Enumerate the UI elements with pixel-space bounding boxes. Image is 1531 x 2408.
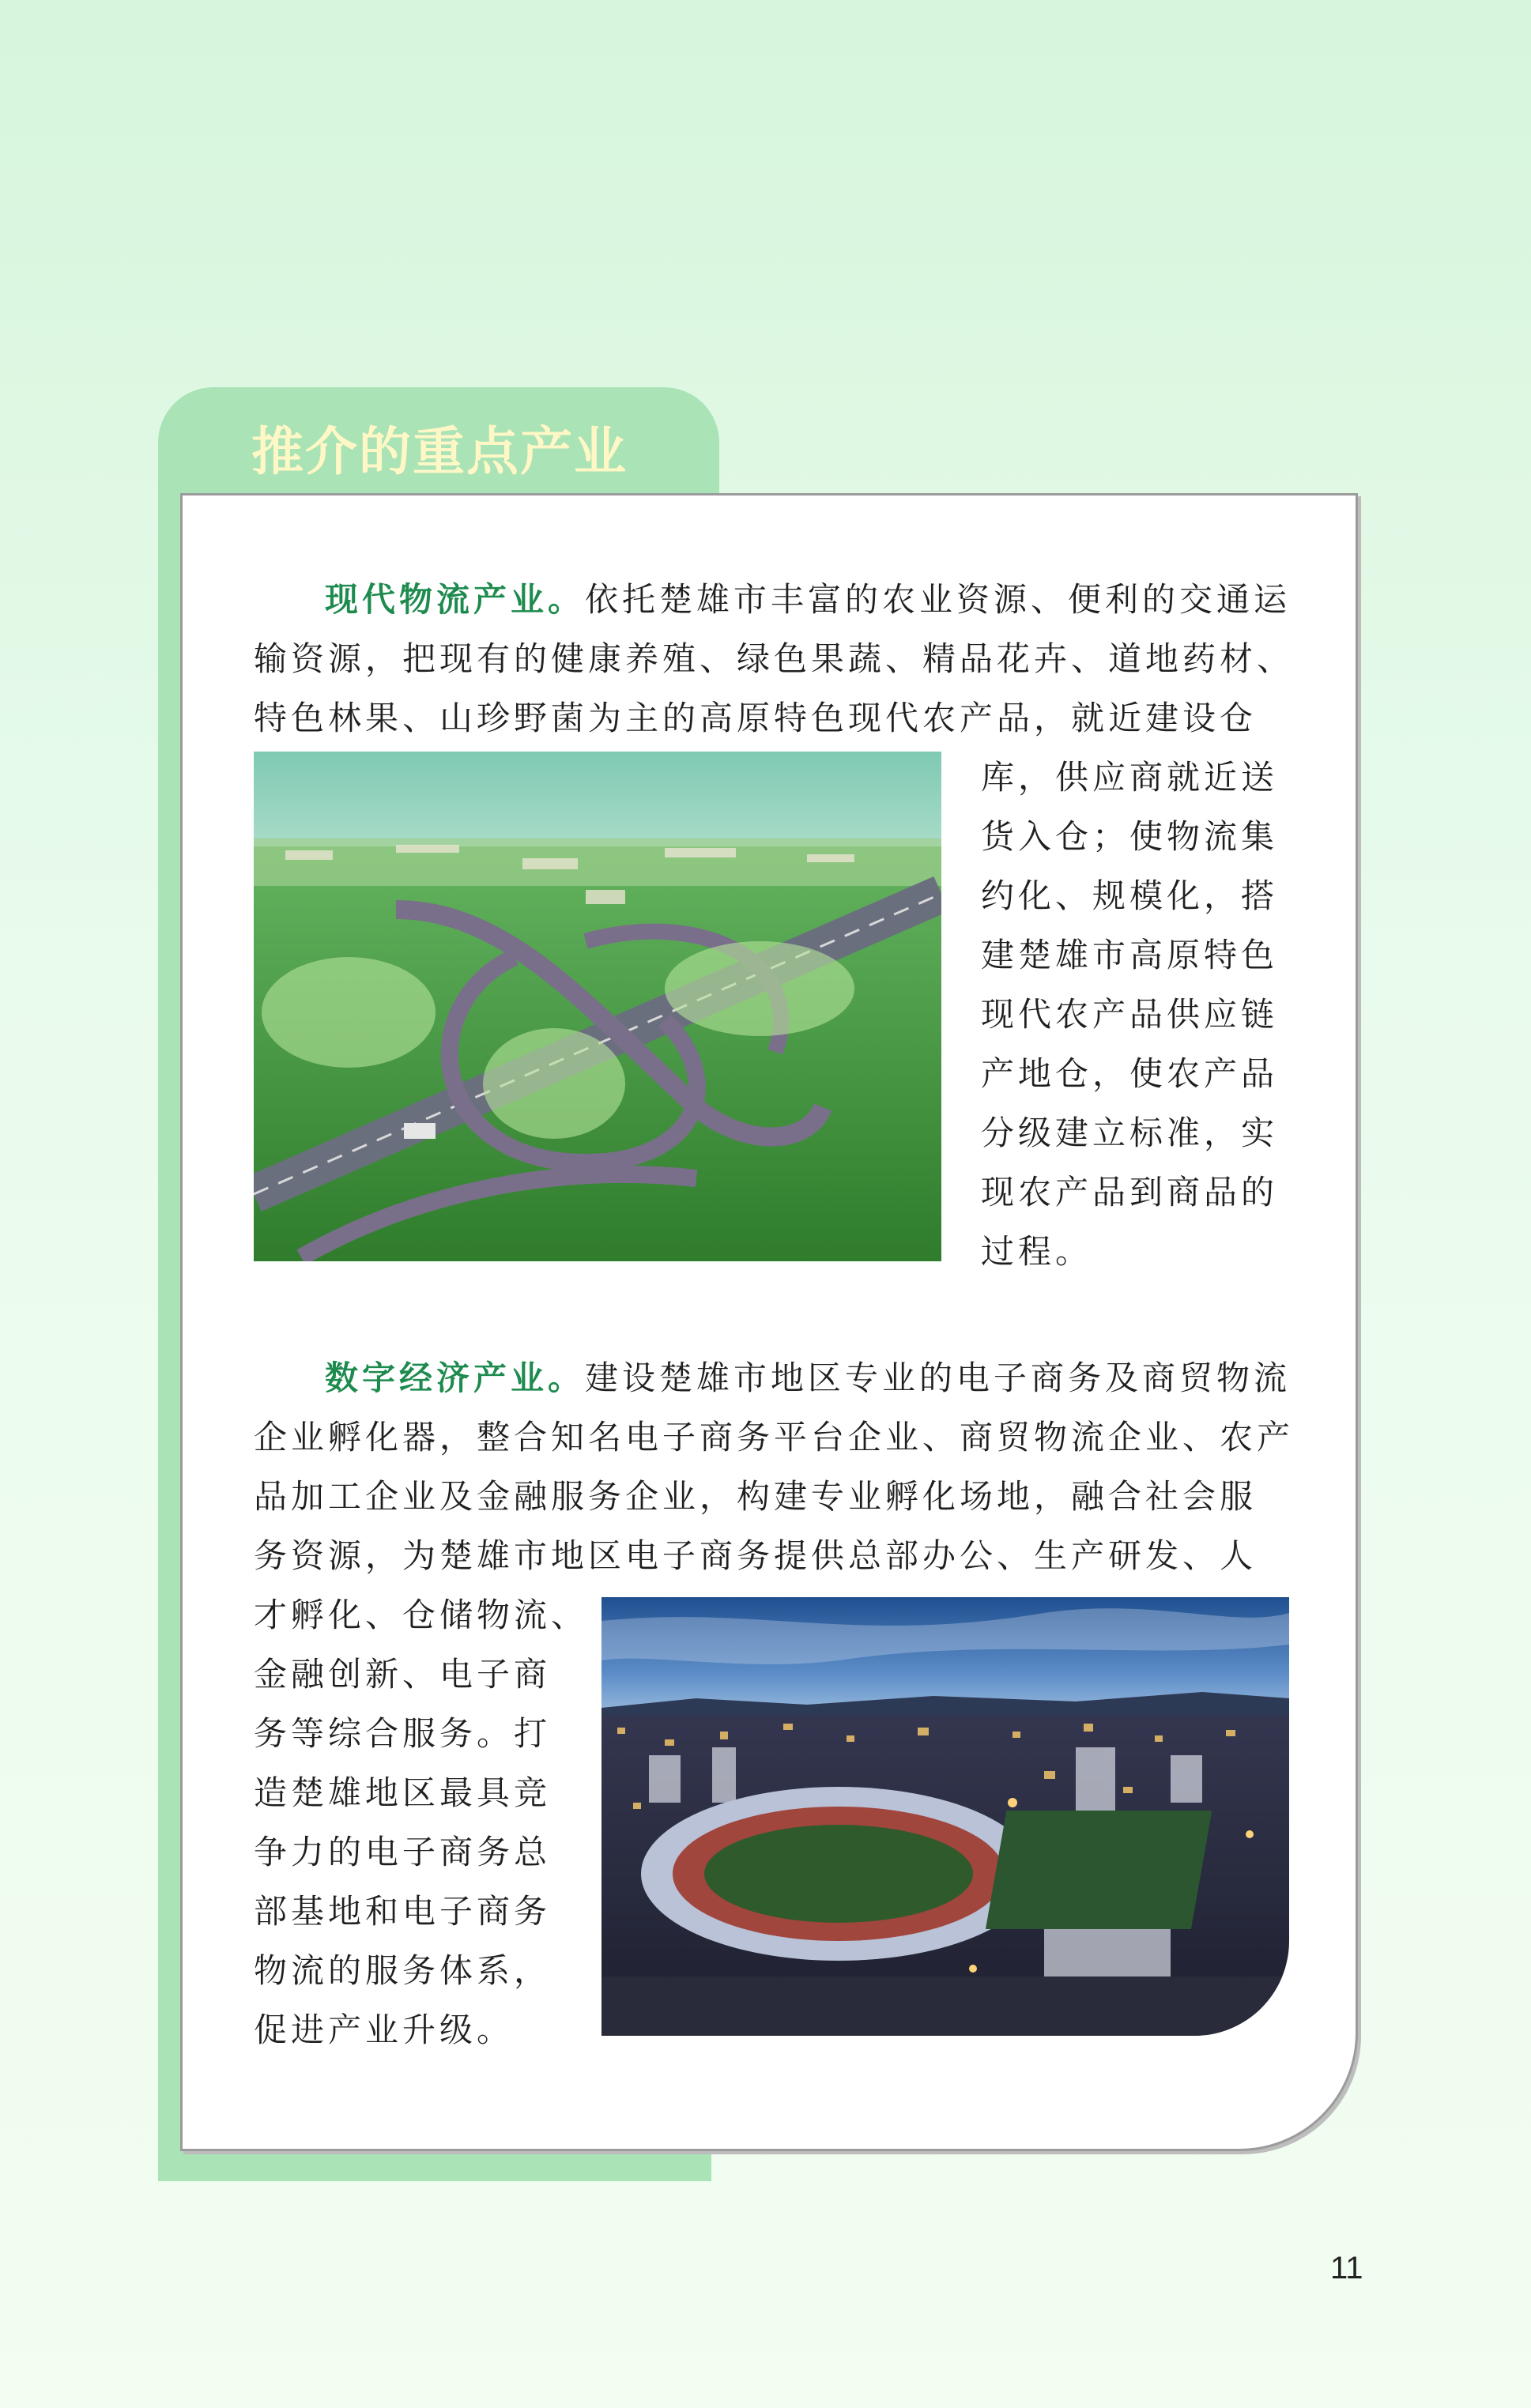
digital-line-1: 数字经济产业。建设楚雄市地区专业的电子商务及商贸物流 — [325, 1359, 1292, 1397]
logistics-line-3: 特色林果、山珍野菌为主的高原特色现代农产品，就近建设仓 — [254, 699, 1258, 737]
logistics-side-1: 库，供应商就近送 — [981, 758, 1279, 797]
page-number: 11 — [1330, 2251, 1363, 2286]
digital-side-2: 金融创新、电子商 — [254, 1655, 552, 1694]
digital-lead: 数字经济产业。 — [325, 1359, 586, 1397]
logistics-line-2: 输资源，把现有的健康养殖、绿色果蔬、精品花卉、道地药材、 — [254, 639, 1295, 678]
digital-line-2: 企业孵化器，整合知名电子商务平台企业、商贸物流企业、农产 — [254, 1418, 1295, 1456]
logistics-side-7: 分级建立标准，实 — [981, 1114, 1279, 1152]
digital-side-4: 造楚雄地区最具竞 — [254, 1773, 552, 1812]
logistics-side-6: 产地仓，使农产品 — [981, 1054, 1279, 1093]
content-card — [180, 493, 1358, 2151]
logistics-line-1: 现代物流产业。依托楚雄市丰富的农业资源、便利的交通运 — [325, 580, 1292, 619]
highway-interchange-photo — [254, 752, 941, 1261]
logistics-side-2: 货入仓；使物流集 — [981, 817, 1279, 856]
city-stadium-night-photo — [601, 1597, 1289, 2036]
digital-line-4: 务资源，为楚雄市地区电子商务提供总部办公、生产研发、人 — [254, 1536, 1258, 1575]
logistics-side-3: 约化、规模化，搭 — [981, 876, 1279, 915]
logistics-side-4: 建楚雄市高原特色 — [981, 936, 1279, 974]
digital-side-8: 促进产业升级。 — [254, 2010, 515, 2049]
digital-line-3: 品加工企业及金融服务企业，构建专业孵化场地，融合社会服 — [254, 1477, 1258, 1516]
logistics-lead: 现代物流产业。 — [325, 580, 586, 619]
logistics-side-8: 现农产品到商品的 — [981, 1173, 1279, 1212]
digital-side-1: 才孵化、仓储物流、 — [254, 1596, 589, 1634]
logistics-side-5: 现代农产品供应链 — [981, 995, 1279, 1034]
section-title: 推介的重点产业 — [251, 421, 628, 482]
digital-side-7: 物流的服务体系， — [254, 1951, 552, 1990]
digital-side-6: 部基地和电子商务 — [254, 1892, 552, 1931]
digital-side-3: 务等综合服务。打 — [254, 1714, 552, 1753]
logistics-side-9: 过程。 — [981, 1232, 1093, 1271]
digital-side-5: 争力的电子商务总 — [254, 1833, 552, 1871]
